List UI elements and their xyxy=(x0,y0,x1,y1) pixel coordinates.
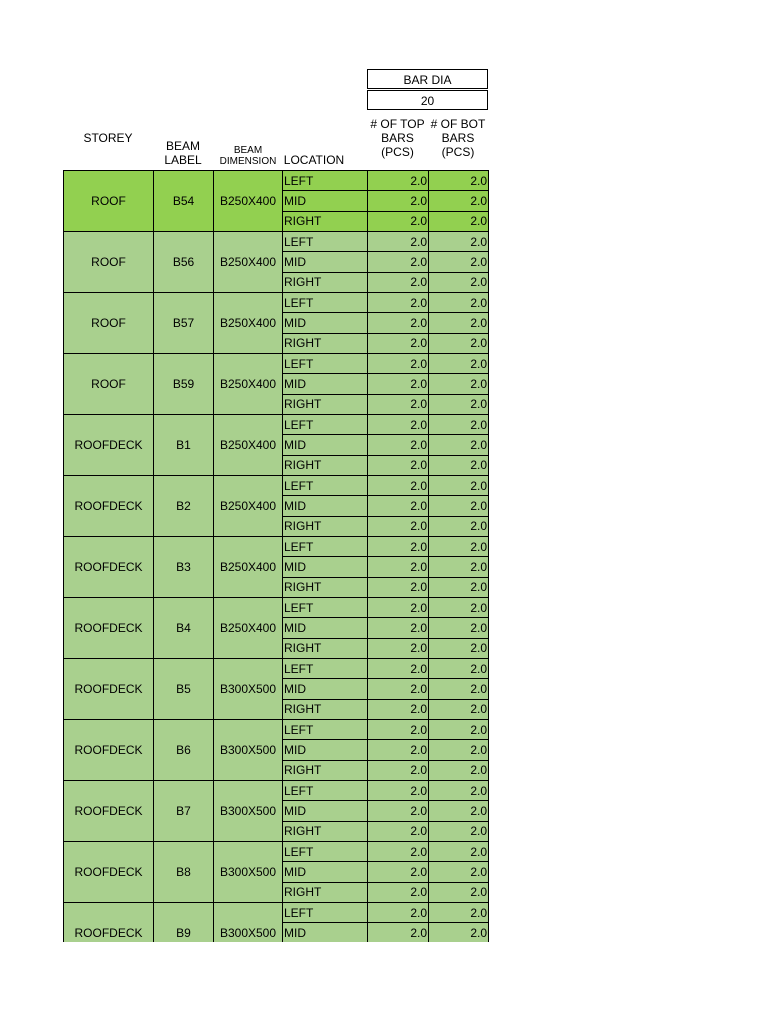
location-cell: MID xyxy=(282,495,368,516)
bot-bars-cell: 2.0 xyxy=(428,434,489,455)
bot-bars-cell: 2.0 xyxy=(428,251,489,272)
top-bars-cell: 2.0 xyxy=(367,739,429,760)
location-cell: LEFT xyxy=(282,719,368,740)
bot-bars-cell: 2.0 xyxy=(428,617,489,638)
bot-bars-cell: 2.0 xyxy=(428,516,489,537)
bot-bars-cell: 2.0 xyxy=(428,190,489,211)
bar-dia-label: BAR DIA xyxy=(367,69,488,89)
location-cell: MID xyxy=(282,556,368,577)
storey-cell: ROOF xyxy=(63,353,154,415)
location-cell: RIGHT xyxy=(282,577,368,598)
top-bars-cell: 2.0 xyxy=(367,373,429,394)
beam-group xyxy=(63,841,489,902)
location-cell: LEFT xyxy=(282,597,368,618)
storey-cell: ROOF xyxy=(63,231,154,293)
location-cell: MID xyxy=(282,434,368,455)
location-cell: RIGHT xyxy=(282,638,368,659)
bot-bars-cell: 2.0 xyxy=(428,353,489,374)
bot-bars-cell: 2.0 xyxy=(428,170,489,191)
location-cell: MID xyxy=(282,678,368,699)
bot-bars-cell: 2.0 xyxy=(428,699,489,720)
location-cell: LEFT xyxy=(282,780,368,801)
storey-cell: ROOFDECK xyxy=(63,475,154,537)
beam-label-cell: B4 xyxy=(153,597,214,659)
beam-label-cell: B2 xyxy=(153,475,214,537)
location-cell: LEFT xyxy=(282,292,368,313)
location-cell: LEFT xyxy=(282,475,368,496)
beam-group xyxy=(63,658,489,719)
storey-cell: ROOFDECK xyxy=(63,536,154,598)
bot-bars-cell: 2.0 xyxy=(428,658,489,679)
bot-bars-cell: 2.0 xyxy=(428,211,489,232)
beam-group xyxy=(63,414,489,475)
top-bars-cell: 2.0 xyxy=(367,760,429,781)
header-beam-dimension xyxy=(213,145,283,167)
beam-dimension-cell: B300X500 xyxy=(213,658,283,720)
bot-bars-cell: 2.0 xyxy=(428,536,489,557)
location-cell: RIGHT xyxy=(282,333,368,354)
bot-bars-cell: 2.0 xyxy=(428,719,489,740)
top-bars-cell: 2.0 xyxy=(367,292,429,313)
location-cell: RIGHT xyxy=(282,760,368,781)
beam-group xyxy=(63,536,489,597)
top-bars-cell: 2.0 xyxy=(367,434,429,455)
location-cell: LEFT xyxy=(282,536,368,557)
storey-cell: ROOFDECK xyxy=(63,414,154,476)
bot-bars-cell: 2.0 xyxy=(428,556,489,577)
location-cell: LEFT xyxy=(282,414,368,435)
header-bot-bars-line2: BARS xyxy=(441,131,475,145)
location-cell: MID xyxy=(282,251,368,272)
storey-cell: ROOFDECK xyxy=(63,841,154,903)
location-cell: LEFT xyxy=(282,231,368,252)
storey-cell: ROOFDECK xyxy=(63,597,154,659)
bot-bars-cell: 2.0 xyxy=(428,638,489,659)
bot-bars-cell: 2.0 xyxy=(428,922,489,942)
location-cell: MID xyxy=(282,739,368,760)
beam-label-cell: B57 xyxy=(153,292,214,354)
top-bars-cell: 2.0 xyxy=(367,821,429,842)
beam-group xyxy=(63,780,489,841)
location-cell: RIGHT xyxy=(282,394,368,415)
location-cell: MID xyxy=(282,312,368,333)
bot-bars-cell: 2.0 xyxy=(428,882,489,903)
location-cell: MID xyxy=(282,373,368,394)
top-bars-cell: 2.0 xyxy=(367,495,429,516)
header-storey: STOREY xyxy=(83,131,133,145)
top-bars-cell: 2.0 xyxy=(367,394,429,415)
top-bars-cell: 2.0 xyxy=(367,312,429,333)
beam-label-cell: B9 xyxy=(153,902,214,942)
location-cell: RIGHT xyxy=(282,211,368,232)
bot-bars-cell: 2.0 xyxy=(428,455,489,476)
top-bars-cell: 2.0 xyxy=(367,658,429,679)
header-location: LOCATION xyxy=(283,153,345,167)
location-cell: RIGHT xyxy=(282,699,368,720)
top-bars-cell: 2.0 xyxy=(367,597,429,618)
bot-bars-cell: 2.0 xyxy=(428,902,489,923)
beam-label-cell: B56 xyxy=(153,231,214,293)
top-bars-cell: 2.0 xyxy=(367,699,429,720)
beam-group xyxy=(63,353,489,414)
location-cell: RIGHT xyxy=(282,821,368,842)
header-bot-bars-line3: (PCS) xyxy=(441,145,475,159)
top-bars-cell: 2.0 xyxy=(367,577,429,598)
top-bars-cell: 2.0 xyxy=(367,841,429,862)
header-bot-bars xyxy=(428,117,488,159)
bot-bars-cell: 2.0 xyxy=(428,821,489,842)
storey-cell: ROOFDECK xyxy=(63,719,154,781)
beam-dimension-cell: B300X500 xyxy=(213,841,283,903)
header-beam-dimension-line1: BEAM xyxy=(233,145,263,156)
top-bars-cell: 2.0 xyxy=(367,902,429,923)
header-top-bars-line2: BARS xyxy=(381,131,414,145)
storey-cell: ROOFDECK xyxy=(63,658,154,720)
header-beam-label-line2: LABEL xyxy=(164,153,202,167)
location-cell: LEFT xyxy=(282,353,368,374)
top-bars-cell: 2.0 xyxy=(367,333,429,354)
beam-label-cell: B54 xyxy=(153,170,214,232)
top-bars-cell: 2.0 xyxy=(367,272,429,293)
beam-label-cell: B6 xyxy=(153,719,214,781)
location-cell: LEFT xyxy=(282,902,368,923)
bot-bars-cell: 2.0 xyxy=(428,414,489,435)
beam-dimension-cell: B250X400 xyxy=(213,414,283,476)
top-bars-cell: 2.0 xyxy=(367,800,429,821)
location-cell: RIGHT xyxy=(282,882,368,903)
location-cell: MID xyxy=(282,800,368,821)
location-cell: RIGHT xyxy=(282,455,368,476)
bot-bars-cell: 2.0 xyxy=(428,475,489,496)
top-bars-cell: 2.0 xyxy=(367,251,429,272)
beam-label-cell: B7 xyxy=(153,780,214,842)
header-top-bars-line3: (PCS) xyxy=(381,145,414,159)
bot-bars-cell: 2.0 xyxy=(428,231,489,252)
beam-dimension-cell: B250X400 xyxy=(213,536,283,598)
beam-group xyxy=(63,292,489,353)
bot-bars-cell: 2.0 xyxy=(428,678,489,699)
top-bars-cell: 2.0 xyxy=(367,638,429,659)
beam-dimension-cell: B250X400 xyxy=(213,353,283,415)
beam-group xyxy=(63,475,489,536)
top-bars-cell: 2.0 xyxy=(367,861,429,882)
header-bot-bars-line1: # OF BOT xyxy=(430,117,486,131)
bot-bars-cell: 2.0 xyxy=(428,577,489,598)
top-bars-cell: 2.0 xyxy=(367,882,429,903)
beam-label-cell: B59 xyxy=(153,353,214,415)
bar-dia-value: 20 xyxy=(367,90,488,110)
storey-cell: ROOF xyxy=(63,170,154,232)
top-bars-cell: 2.0 xyxy=(367,211,429,232)
beam-dimension-cell: B250X400 xyxy=(213,292,283,354)
bot-bars-cell: 2.0 xyxy=(428,495,489,516)
beam-dimension-cell: B300X500 xyxy=(213,780,283,842)
beam-dimension-cell: B250X400 xyxy=(213,475,283,537)
bot-bars-cell: 2.0 xyxy=(428,841,489,862)
beam-label-cell: B1 xyxy=(153,414,214,476)
top-bars-cell: 2.0 xyxy=(367,922,429,942)
beam-dimension-cell: B250X400 xyxy=(213,170,283,232)
beam-label-cell: B5 xyxy=(153,658,214,720)
location-cell: LEFT xyxy=(282,170,368,191)
beam-group xyxy=(63,231,489,292)
location-cell: MID xyxy=(282,190,368,211)
bot-bars-cell: 2.0 xyxy=(428,760,489,781)
top-bars-cell: 2.0 xyxy=(367,353,429,374)
location-cell: LEFT xyxy=(282,841,368,862)
bot-bars-cell: 2.0 xyxy=(428,272,489,293)
bot-bars-cell: 2.0 xyxy=(428,739,489,760)
top-bars-cell: 2.0 xyxy=(367,536,429,557)
bot-bars-cell: 2.0 xyxy=(428,861,489,882)
bot-bars-cell: 2.0 xyxy=(428,373,489,394)
storey-cell: ROOF xyxy=(63,292,154,354)
bot-bars-cell: 2.0 xyxy=(428,597,489,618)
top-bars-cell: 2.0 xyxy=(367,170,429,191)
beam-dimension-cell: B300X500 xyxy=(213,719,283,781)
header-beam-label-line1: BEAM xyxy=(165,139,200,153)
beam-group xyxy=(63,719,489,780)
beam-label-cell: B3 xyxy=(153,536,214,598)
top-bars-cell: 2.0 xyxy=(367,556,429,577)
bot-bars-cell: 2.0 xyxy=(428,312,489,333)
location-cell: LEFT xyxy=(282,658,368,679)
beam-dimension-cell: B250X400 xyxy=(213,231,283,293)
top-bars-cell: 2.0 xyxy=(367,414,429,435)
location-cell: MID xyxy=(282,861,368,882)
storey-cell: ROOFDECK xyxy=(63,902,154,942)
location-cell: RIGHT xyxy=(282,272,368,293)
top-bars-cell: 2.0 xyxy=(367,455,429,476)
location-cell: RIGHT xyxy=(282,516,368,537)
beam-group xyxy=(63,170,489,231)
header-top-bars xyxy=(367,117,428,159)
header-beam-dimension-line2: DIMENSION xyxy=(219,156,277,167)
top-bars-cell: 2.0 xyxy=(367,617,429,638)
beam-dimension-cell: B300X500 xyxy=(213,902,283,942)
top-bars-cell: 2.0 xyxy=(367,780,429,801)
location-cell: MID xyxy=(282,922,368,942)
top-bars-cell: 2.0 xyxy=(367,516,429,537)
bot-bars-cell: 2.0 xyxy=(428,394,489,415)
beam-dimension-cell: B250X400 xyxy=(213,597,283,659)
storey-cell: ROOFDECK xyxy=(63,780,154,842)
location-cell: MID xyxy=(282,617,368,638)
header-beam-label xyxy=(153,139,213,167)
bot-bars-cell: 2.0 xyxy=(428,800,489,821)
top-bars-cell: 2.0 xyxy=(367,719,429,740)
bot-bars-cell: 2.0 xyxy=(428,333,489,354)
top-bars-cell: 2.0 xyxy=(367,475,429,496)
beam-table xyxy=(63,170,489,942)
bot-bars-cell: 2.0 xyxy=(428,292,489,313)
beam-group xyxy=(63,902,489,942)
top-bars-cell: 2.0 xyxy=(367,190,429,211)
beam-group xyxy=(63,597,489,658)
header-top-bars-line1: # OF TOP xyxy=(370,117,425,131)
top-bars-cell: 2.0 xyxy=(367,231,429,252)
top-bars-cell: 2.0 xyxy=(367,678,429,699)
bot-bars-cell: 2.0 xyxy=(428,780,489,801)
beam-label-cell: B8 xyxy=(153,841,214,903)
